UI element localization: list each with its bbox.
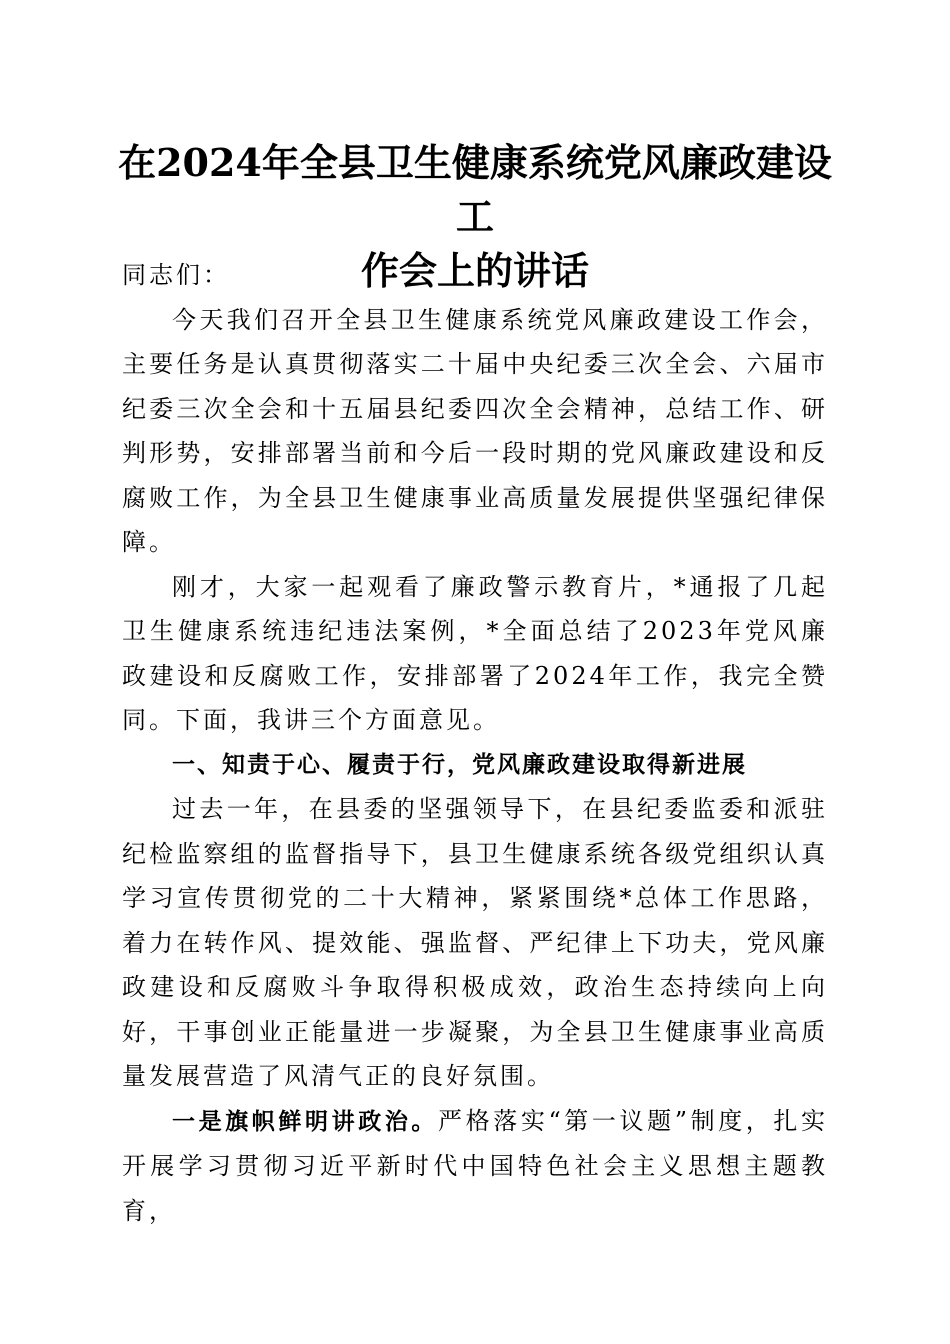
title-line-1: 在2024年全县卫生健康系统党风廉政建设工	[118, 140, 832, 239]
paragraph-4-lead: 一是旗帜鲜明讲政治。	[172, 1108, 439, 1135]
document-body	[122, 253, 828, 1233]
title-line-2: 作会上的讲话	[360, 248, 589, 293]
paragraph-4-text: 严格落实“第一议题”制度，扎实开展学习贯彻习近平新时代中国特色社会主义思想主题教育，	[122, 1106, 829, 1225]
paragraph-1: 今天我们召开全县卫生健康系统党风廉政建设工作会，主要任务是认真贯彻落实二十届中央纪委三次全会、六届市纪委三次全会和十五届县纪委四次全会精神，总结工作、研判形势，安排部署当前和今后一段时期的党风廉政建设和反腐败工作，为全县卫生健康事业高质量发展提供坚强纪律保障。	[122, 305, 828, 556]
paragraph-4	[122, 1099, 828, 1234]
section-heading-1: 一、知责于心、履责于行，党风廉政建设取得新进展	[172, 751, 747, 778]
paragraph-3: 过去一年，在县委的坚强领导下，在县纪委监委和派驻纪检监察组的监督指导下，县卫生健康系统各级党组织认真学习宣传贯彻党的二十大精神，紧紧围绕*总体工作思路，着力在转作风、提效能、强监督、严纪律上下功夫，党风廉政建设和反腐败斗争取得积极成效，政治生态持续向上向好，干事创业正能量进一步凝聚，为全县卫生健康事业高质量发展营造了风清气正的良好氛围。	[122, 795, 828, 1090]
greeting: 同志们：	[122, 261, 230, 289]
paragraph-2: 刚才，大家一起观看了廉政警示教育片，*通报了几起卫生健康系统违纪违法案例，*全面总结了2023年党风廉政建设和反腐败工作，安排部署了2024年工作，我完全赞同。下面，我讲三个方面意见。	[122, 572, 828, 734]
